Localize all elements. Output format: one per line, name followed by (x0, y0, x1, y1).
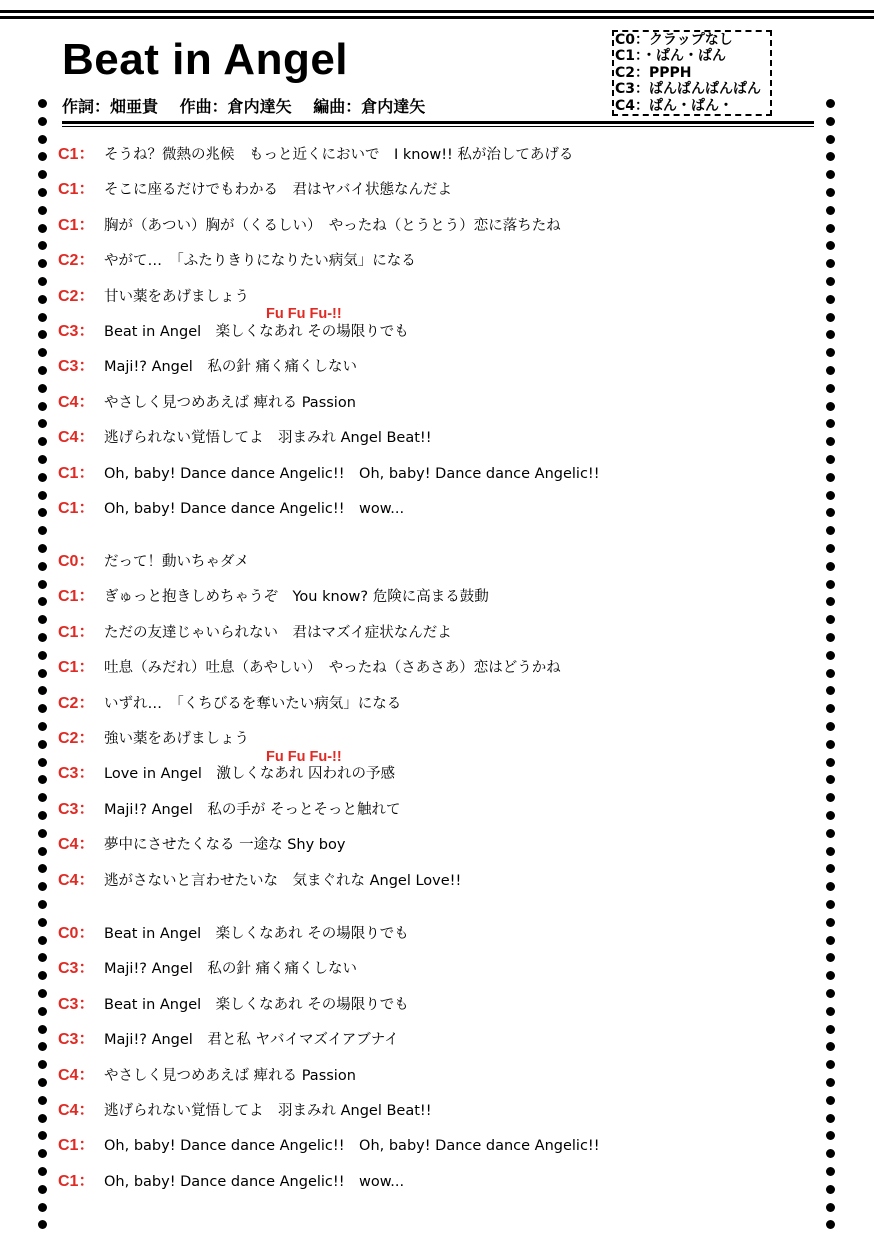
lyric-text: だって！動いちゃダメ (104, 554, 249, 570)
lyric-text: Maji!? Angel 君と私 ヤバイマズイアブナイ (104, 1032, 399, 1049)
clap-tag: C4： (58, 393, 95, 411)
lyric-text: ただの友達じゃいられない 君はマズイ症状なんだよ (104, 624, 452, 641)
border-dot (826, 847, 835, 856)
border-dot (38, 170, 47, 179)
border-dot (826, 330, 835, 339)
border-dot (38, 900, 47, 909)
fu-callout: Fu Fu Fu-!! (266, 749, 342, 765)
border-dot (826, 491, 835, 500)
border-dot (38, 669, 47, 678)
border-dot (826, 971, 835, 980)
border-dot (38, 953, 47, 962)
border-dot (38, 704, 47, 713)
border-dot (826, 580, 835, 589)
border-dot (38, 811, 47, 820)
lyric-line (58, 923, 409, 945)
border-dot (38, 758, 47, 767)
border-dot (826, 686, 835, 695)
arranger-credit: 編曲：倉内達矢 (313, 97, 426, 116)
border-dot (38, 989, 47, 998)
clap-tag: C4： (58, 1066, 95, 1084)
clap-tag: C4： (58, 836, 95, 854)
clap-tag: C1： (58, 464, 95, 482)
lyric-line (58, 834, 345, 856)
border-dot (826, 1078, 835, 1087)
lyric-line (58, 321, 409, 343)
lyric-line (58, 1065, 356, 1087)
border-dot (826, 953, 835, 962)
border-dot (38, 1203, 47, 1212)
lyric-line (58, 463, 600, 485)
border-dot (38, 1167, 47, 1176)
clap-tag: C2： (58, 694, 95, 712)
lyric-text: 胸が（あつい）胸が（くるしい） やったね（とうとう）恋に落ちたね (104, 217, 561, 234)
lyric-line (58, 622, 452, 644)
border-dot (826, 1025, 835, 1034)
border-dot (38, 295, 47, 304)
border-dot (826, 775, 835, 784)
border-dot (826, 1096, 835, 1105)
top-double-rule (0, 10, 874, 22)
lyric-line (58, 215, 561, 237)
border-dot (826, 348, 835, 357)
lyric-text: Maji!? Angel 私の針 痛く痛くしない (104, 961, 357, 978)
border-dot (826, 152, 835, 161)
border-dot (826, 1167, 835, 1176)
border-dot (38, 722, 47, 731)
clap-tag: C4： (58, 1102, 95, 1119)
border-dot (38, 597, 47, 606)
border-dot (38, 526, 47, 535)
border-dot (38, 793, 47, 802)
border-dot (826, 206, 835, 215)
lyric-line (58, 958, 357, 980)
legend-item-c3: C3：ぱんぱんぱんぱん (615, 81, 762, 98)
lyric-text: 逃げられない覚悟してよ 羽まみれ Angel Beat!! (104, 1103, 432, 1119)
border-dot (38, 437, 47, 446)
border-dot (38, 562, 47, 571)
border-dot (826, 1220, 835, 1229)
lyric-line (58, 763, 395, 785)
clap-tag: C2： (58, 252, 95, 270)
border-dot (826, 758, 835, 767)
border-dot (826, 170, 835, 179)
border-dot (826, 989, 835, 998)
lyricist-credit: 作詞：畑亜貴 (62, 97, 159, 116)
clap-tag: C1： (58, 500, 95, 517)
border-dot (38, 1220, 47, 1229)
border-dot (38, 580, 47, 589)
border-dot (38, 1096, 47, 1105)
border-dot (38, 206, 47, 215)
lyric-text: 逃がさないと言わせたいな 気まぐれな Angel Love!! (104, 872, 462, 889)
border-dot (38, 775, 47, 784)
legend-item-c4: C4：ぱん・ぱん・ (615, 97, 734, 114)
border-dot (826, 597, 835, 606)
lyric-line (58, 498, 404, 520)
clap-tag: C1： (58, 181, 95, 199)
border-dot (38, 633, 47, 642)
border-dot (38, 152, 47, 161)
lyric-line (58, 586, 489, 608)
lyric-text: Oh, baby! Dance dance Angelic!! wow... (104, 501, 405, 517)
border-dot (38, 1042, 47, 1051)
border-dot (826, 455, 835, 464)
border-dot (38, 473, 47, 482)
lyric-text: 吐息（みだれ）吐息（あやしい） やったね（さあさあ）恋はどうかね (104, 660, 561, 677)
border-dot (38, 1131, 47, 1140)
border-dot (826, 740, 835, 749)
border-dot (826, 882, 835, 891)
clap-tag: C1： (58, 588, 95, 606)
border-dot (38, 135, 47, 144)
border-dot (38, 419, 47, 428)
lyric-line (58, 551, 249, 573)
clap-tag: C0： (58, 925, 95, 942)
header-rule-thick (62, 121, 814, 124)
border-dot (38, 277, 47, 286)
lyric-line (58, 427, 432, 449)
clap-tag: C1： (58, 1137, 95, 1155)
border-dot (826, 669, 835, 678)
border-dot (826, 1114, 835, 1123)
legend-item-c2: C2：PPPH (615, 64, 692, 81)
lyric-text: そうね？微熱の兆候 もっと近くにおいで I know!! 私が治してあげる (104, 147, 574, 163)
border-dot (38, 971, 47, 980)
lyric-line (58, 1100, 432, 1122)
clap-tag: C0： (58, 553, 95, 570)
border-dot (38, 651, 47, 660)
border-dot (38, 847, 47, 856)
border-dot (826, 508, 835, 517)
border-dot (38, 99, 47, 108)
credits (62, 95, 425, 119)
legend-item-c0: C0：クラップなし (615, 32, 733, 48)
border-dot (38, 1060, 47, 1069)
lyric-text: Beat in Angel 楽しくなあれ その場限りでも (104, 324, 409, 340)
lyric-text: やさしく見つめあえば 痺れる Passion (104, 1067, 356, 1084)
lyric-text: やさしく見つめあえば 痺れる Passion (104, 394, 356, 411)
clap-tag: C3： (58, 995, 95, 1013)
clap-tag: C2： (58, 287, 95, 305)
lyric-line (58, 356, 357, 378)
border-dot (38, 224, 47, 233)
lyric-text: Oh, baby! Dance dance Angelic!! Oh, baby! Dance dance Angelic!! (104, 465, 600, 482)
border-dot (826, 419, 835, 428)
clap-tag: C4： (58, 871, 95, 889)
border-dot (38, 1185, 47, 1194)
lyric-text: Beat in Angel 楽しくなあれ その場限りでも (104, 996, 409, 1013)
border-dot (826, 259, 835, 268)
border-dot (826, 864, 835, 873)
border-dot (38, 864, 47, 873)
clap-tag: C3： (58, 960, 95, 978)
border-dot (826, 117, 835, 126)
song-title: Beat in Angel (62, 35, 349, 84)
border-dot (38, 188, 47, 197)
lyric-line (58, 693, 401, 715)
border-dot (38, 313, 47, 322)
lyric-text: やがて… 「ふたりきりになりたい病気」になる (104, 253, 416, 270)
lyric-line (58, 250, 416, 272)
border-dot (826, 384, 835, 393)
border-dot (826, 473, 835, 482)
border-dot (38, 366, 47, 375)
border-dot (38, 1149, 47, 1158)
lyric-line (58, 728, 249, 750)
border-dot (826, 295, 835, 304)
border-dot (826, 793, 835, 802)
border-dot (38, 1007, 47, 1016)
border-dot (826, 1042, 835, 1051)
lyric-line (58, 392, 356, 414)
clap-tag: C1： (58, 1172, 95, 1190)
border-dot (826, 704, 835, 713)
header-rule-thin (62, 126, 814, 127)
border-dot (826, 526, 835, 535)
lyric-line (58, 994, 409, 1016)
clap-tag: C3： (58, 800, 95, 818)
lyric-text: ぎゅっと抱きしめちゃうぞ You know? 危険に高まる鼓動 (104, 589, 489, 606)
border-dot (826, 402, 835, 411)
clap-tag: C3： (58, 765, 95, 783)
border-dot (826, 562, 835, 571)
clap-tag: C1： (58, 216, 95, 234)
lyric-line (58, 179, 452, 201)
lyric-text: Maji!? Angel 私の針 痛く痛くしない (104, 359, 357, 376)
lyric-line (58, 657, 561, 679)
legend-item-c1: C1：・ぱん・ぱん (615, 48, 727, 65)
border-dot (38, 615, 47, 624)
lyric-text: Maji!? Angel 私の手が そっとそっと触れて (104, 801, 401, 818)
border-dot (38, 455, 47, 464)
border-dot (826, 829, 835, 838)
border-dot (826, 437, 835, 446)
border-dot (38, 117, 47, 126)
border-dot (826, 811, 835, 820)
clap-tag: C2： (58, 730, 95, 747)
border-dot (38, 402, 47, 411)
fu-callout: Fu Fu Fu-!! (266, 306, 342, 322)
lyric-line (58, 286, 249, 308)
clap-tag: C1： (58, 623, 95, 641)
lyric-text: そこに座るだけでもわかる 君はヤバイ状態なんだよ (104, 182, 452, 199)
lyric-text: 夢中にさせたくなる 一途な Shy boy (104, 837, 346, 854)
lyric-text: 強い薬をあげましょう (104, 731, 249, 747)
border-dot (826, 1131, 835, 1140)
lyric-line (58, 1029, 399, 1051)
border-dot (38, 829, 47, 838)
lyric-text: いずれ… 「くちびるを奪いたい病気」になる (104, 695, 402, 712)
clap-tag: C3： (58, 323, 95, 340)
border-dot (826, 633, 835, 642)
border-dot (38, 330, 47, 339)
border-dot (826, 544, 835, 553)
border-dot (38, 1114, 47, 1123)
lyric-text: Beat in Angel 楽しくなあれ その場限りでも (104, 926, 409, 942)
lyric-text: Oh, baby! Dance dance Angelic!! Oh, baby! Dance dance Angelic!! (104, 1138, 600, 1155)
composer-credit: 作曲：倉内達矢 (179, 97, 292, 116)
border-dot (826, 900, 835, 909)
lyric-line (58, 144, 573, 166)
lyric-line (58, 870, 461, 892)
border-dot (38, 544, 47, 553)
border-dot (826, 936, 835, 945)
clap-tag: C4： (58, 429, 95, 447)
clap-legend (612, 30, 772, 116)
border-dot (826, 99, 835, 108)
border-dot (826, 918, 835, 927)
border-dot (826, 615, 835, 624)
border-dot (826, 277, 835, 286)
border-dot (826, 722, 835, 731)
border-dot (826, 224, 835, 233)
border-dot (38, 1025, 47, 1034)
clap-tag: C1： (58, 659, 95, 677)
border-dot (826, 241, 835, 250)
lyric-line (58, 1135, 600, 1157)
clap-tag: C1： (58, 146, 95, 163)
border-dot (826, 1060, 835, 1069)
border-dot (38, 936, 47, 945)
border-dot (826, 1185, 835, 1194)
lyric-line (58, 1171, 404, 1193)
lyric-line (58, 799, 400, 821)
border-dot (38, 384, 47, 393)
border-dot (38, 491, 47, 500)
clap-tag: C3： (58, 1031, 95, 1049)
border-dot (38, 241, 47, 250)
lyric-text: Love in Angel 激しくなあれ 囚われの予感 (104, 766, 396, 783)
border-dot (38, 918, 47, 927)
clap-tag: C3： (58, 358, 95, 376)
border-dot (826, 366, 835, 375)
border-dot (38, 259, 47, 268)
border-dot (38, 1078, 47, 1087)
border-dot (826, 1203, 835, 1212)
lyric-text: Oh, baby! Dance dance Angelic!! wow... (104, 1173, 405, 1190)
border-dot (826, 1007, 835, 1016)
border-dot (826, 313, 835, 322)
border-dot (38, 882, 47, 891)
border-dot (826, 135, 835, 144)
border-dot (826, 1149, 835, 1158)
border-dot (38, 740, 47, 749)
border-dot (38, 508, 47, 517)
border-dot (826, 651, 835, 660)
border-dot (38, 348, 47, 357)
border-dot (38, 686, 47, 695)
border-dot (826, 188, 835, 197)
lyric-text: 逃げられない覚悟してよ 羽まみれ Angel Beat!! (104, 430, 432, 447)
lyric-text: 甘い薬をあげましょう (104, 288, 249, 305)
